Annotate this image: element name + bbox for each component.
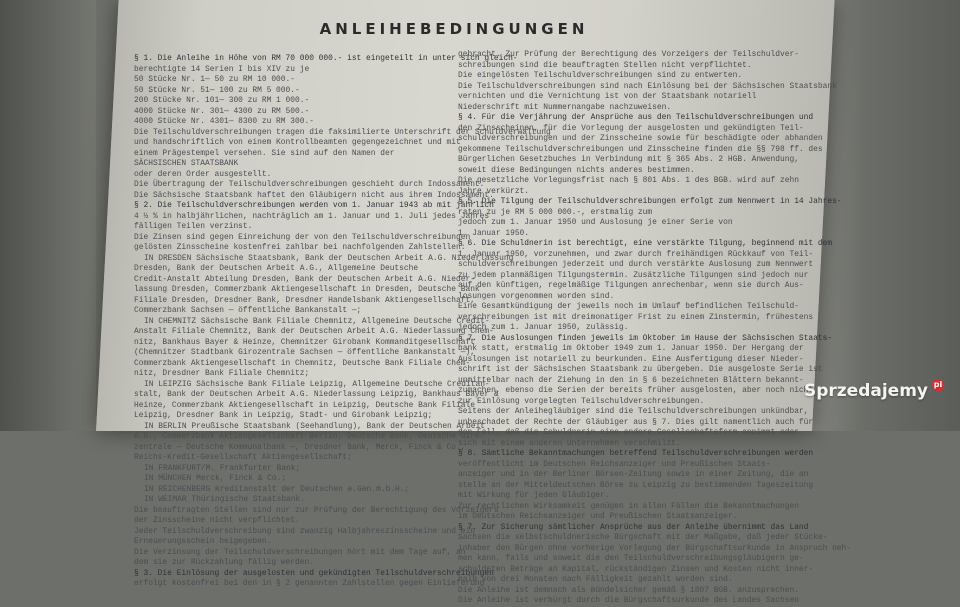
- text-line: IN CHEMNITZ Sächsische Bank Filiale Chemnitz, Allgemeine Deutsche Credit-: [144, 316, 490, 326]
- text-line: einem Prägestempel versehen. Sie sind auf den Namen der: [134, 148, 395, 158]
- text-line: § 7. Die Auslosungen finden jeweils im Oktober im Hause der Sächsischen Staats-: [458, 333, 833, 343]
- text-line: A.G., Commerzbank Aktiengesellschaft Berlin, Deutsche Bank, Deutsche Giro-: [134, 432, 485, 441]
- text-line: Die Teilschuldverschreibungen tragen die faksimilierte Unterschrift der Schuldverwaltung: [134, 127, 551, 137]
- text-line: Commerzbank Sachsen — öffentliche Bankanstalt —;: [134, 306, 362, 315]
- text-line: § 8. Sämtliche Bekanntmachungen betreffend Teilschuldverschreibungen werden: [458, 449, 814, 458]
- text-line: § 5. Die Tilgung der Teilschuldverschreibungen erfolgt zum Nennwert in 14 Jahres-: [458, 197, 842, 206]
- text-line: schrift ist der Sächsischen Staatsbank zu übergeben. Die ausgeloste Serie ist: [458, 365, 823, 374]
- text-line: verschreibungen ist mit dreimonatiger Frist zu einem Zinstermin, frühestens: [458, 312, 814, 322]
- text-line: dem sie zur Rückzahlung fällig werden.: [134, 558, 314, 567]
- text-line: 4000 Stücke Nr. 4301— 8300 zu RM 300.-: [134, 117, 314, 126]
- right-column: [458, 50, 852, 605]
- text-line: lassung Dresden, Commerzbank Aktiengesellschaft in Dresden, Deutsche Bank: [134, 285, 480, 294]
- text-line: Filiale Dresden, Dresdner Bank, Dresdner Handelsbank Aktiengesellschaft,: [134, 295, 475, 305]
- text-line: 1. Januar 1950.: [458, 228, 530, 238]
- text-line: gebracht. Zur Prüfung der Berechtigung des Vorzeigers der Teilschuldver-: [458, 50, 799, 59]
- text-line: Seitens der Anleihegläubiger sind die Teilschuldverschreibungen unkündbar,: [458, 407, 809, 416]
- text-line: halb von drei Monaten nach Fälligkeit gezahlt worden sind.: [458, 575, 733, 584]
- text-line: § 7. Zur Sicherung sämtlicher Ansprüche aus der Anleihe übernimmt das Land: [458, 522, 809, 532]
- text-line: zentrale — Deutsche Kommunalbank —, Dresdner Bank, Merck, Finck & Co.,: [134, 442, 466, 452]
- text-line: unmittelbar nach der Ziehung in den in § 6 bezeichneten Blättern bekannt-: [458, 375, 804, 385]
- text-line: SÄCHSISCHEN STAATSBANK: [134, 159, 239, 168]
- text-line: den Fall, daß die Schuldnerin eine andere Gesellschaftsform annimmt oder: [458, 428, 799, 437]
- text-line: Reichs-Kredit-Gesellschaft Aktiengesellschaft;: [134, 453, 352, 462]
- text-line: Sachsen die selbstschuldnerische Bürgschaft mit der Maßgabe, daß jeder Stücke-: [458, 533, 828, 542]
- text-line: § 1. Die Anleihe in Höhe von RM 70 000 000.- ist eingeteilt in unter sich gleich-: [134, 54, 518, 63]
- text-line: Die Verzinsung der Teilschuldverschreibungen hört mit dem Tage auf, an: [134, 547, 466, 557]
- text-line: Die Sächsische Staatsbank haftet den Gläubigern nicht aus ihrem Indossament.: [134, 190, 494, 200]
- text-line: vernichten und die Vernichtung ist von der Staatsbank notariell: [458, 92, 757, 101]
- text-line: inhaber den Bürgen ohne vorherige Vorlegung der Bürgschaftsurkunde in Anspruch neh-: [458, 543, 852, 553]
- watermark-logo: [804, 379, 944, 403]
- text-line: gekommene Teilschuldverschreibungen und Zinsscheine finden die §§ 798 ff. des: [458, 144, 823, 154]
- watermark-badge: pl: [933, 380, 943, 389]
- text-line: sich mit einem anderen Unternehmen verschmilzt.: [458, 438, 681, 448]
- text-line: und handschriftlich von einem Kontrollbeamten gegengezeichnet und mit: [134, 138, 461, 147]
- text-line: im Deutschen Reichsanzeiger und Preußischen Staatsanzeiger.: [458, 512, 738, 521]
- text-line: IN DRESDEN Sächsische Staatsbank, Bank der Deutschen Arbeit A.G. Niederlassung: [144, 253, 514, 263]
- text-line: nitz, Bankhaus Bayer & Heinze, Chemnitzer Girobank Kommanditgesellschaft: [134, 337, 475, 347]
- text-line: § 4. Für die Verjährung der Ansprüche aus den Teilschuldverschreibungen und: [458, 113, 814, 122]
- text-line: § 3. Die Einlösung der ausgelosten und gekündigten Teilschuldverschreibungen: [134, 568, 494, 578]
- text-line: schuldverschreibungen und der Zinsscheine sowie für beschädigte oder abhanden: [458, 134, 823, 143]
- text-line: schreibungen sind die beauftragten Stellen nicht verpflichtet.: [458, 60, 752, 70]
- text-line: Die Zinsen sind gegen Einreichung der von den Teilschuldverschreibungen: [134, 232, 471, 242]
- text-line: auf den künftigen, regelmäßige Tilgungen anrechenbar, wenn sie durch Aus-: [458, 281, 804, 290]
- text-line: fälligen Teilen verzinst.: [134, 222, 253, 231]
- text-line: Heinze, Commerzbank Aktiengesellschaft in Leipzig, Deutsche Bank Filiale: [134, 400, 475, 410]
- text-line: der Zinsscheine nicht verpflichtet.: [134, 516, 300, 525]
- text-line: gelösten Zinsscheine kostenfrei zahlbar bei nachfolgenden Zahlstellen:: [134, 243, 466, 252]
- text-line: mit Wirkung für jeden Gläubiger.: [458, 491, 610, 500]
- text-line: Erneuerungsschein beigegeben.: [134, 537, 272, 546]
- text-line: Die Teilschuldverschreibungen sind nach Einlösung bei der Sächsischen Staatsbank: [458, 81, 837, 91]
- text-line: bank statt, erstmalig im Oktober 1949 zum 1. Januar 1950. Der Hergang der: [458, 344, 804, 353]
- document-sheet: [96, 0, 852, 605]
- text-line: men kann, falls und soweit die den Teilschuldverschreibungsgläubigern ge-: [458, 554, 804, 563]
- text-line: schuldeten Beträge an Kapital, rückständigen Zinsen und Kosten nicht inner-: [458, 564, 814, 574]
- text-line: berechtigte 14 Serien I bis XIV zu je: [134, 64, 310, 74]
- text-line: Die gesetzliche Vorlegungsfrist nach § 801 Abs. 1 des BGB. wird auf zehn: [458, 176, 799, 185]
- text-line: oder deren Order ausgestellt.: [134, 169, 272, 179]
- text-line: § 2. Die Teilschuldverschreibungen werden vom 1. Januar 1943 ab mit jährlich: [134, 201, 494, 210]
- text-line: IN WEIMAR Thüringische Staatsbank.: [144, 495, 305, 504]
- text-line: Bürgerlichen Gesetzbuches in Verbindung mit § 365 Abs. 2 HGB. Anwendung,: [458, 155, 799, 164]
- text-line: den Zinsscheinen, für die Vorlegung der ausgelosten und gekündigten Teil-: [458, 123, 804, 133]
- text-line: Zur rechtlichen Wirksamkeit genügen in allen Fällen die Bekanntmachungen: [458, 501, 799, 511]
- document-content: [96, 0, 852, 605]
- text-line: Dresden, Bank der Deutschen Arbeit A.G., Allgemeine Deutsche: [134, 264, 419, 273]
- text-line: veröffentlicht im Deutschen Reichsanzeiger und Preußischen Staats-: [458, 459, 771, 469]
- text-line: anzeiger und in der Berliner Börsen-Zeitung sowie in einer Zeitung, die an: [458, 470, 809, 479]
- text-line: IN FRANKFURT/M. Frankfurter Bank;: [144, 463, 301, 473]
- text-line: Die eingelösten Teilschuldverschreibungen sind zu entwerten.: [458, 71, 743, 80]
- background-left: [0, 0, 96, 431]
- text-line: IN BERLIN Preußische Staatsbank (Seehandlung), Bank der Deutschen Arbeit: [144, 421, 485, 431]
- text-line: schuldverschreibungen jederzeit und durch verstärkte Auslosung zum Nennwert: [458, 260, 814, 269]
- text-line: zumachen, ebenso die Serien der bereits früher ausgelosten, aber noch nicht: [458, 386, 814, 395]
- text-line: IN LEIPZIG Sächsische Bank Filiale Leipzig, Allgemeine Deutsche Creditan-: [144, 379, 490, 389]
- text-line: Die Übertragung der Teilschuldverschreibungen geschieht durch Indossament.: [134, 180, 485, 189]
- text-line: jedoch zum 1. Januar 1950, zulässig.: [458, 323, 629, 332]
- text-line: 50 Stücke Nr. 51— 100 zu RM 5 000.-: [134, 85, 300, 95]
- text-line: losungen vorgenommen worden sind.: [458, 291, 615, 301]
- text-line: IN MÜNCHEN Merck, Finck & Co.;: [144, 474, 287, 483]
- text-line: Jeder Teilschuldverschreibung sind zwanzig Halbjahreszinsscheine und ein: [134, 526, 475, 536]
- text-line: Die Anleihe ist verbürgt durch die Bürgschaftsurkunde des Landes Sachsen: [458, 596, 799, 605]
- text-line: Die Anleihe ist demnach als mündelsicher gemäß § 1807 BGB. anzusprechen.: [458, 585, 799, 595]
- text-line: IN REICHENBERG Kreditanstalt der Deutschen e.Gen.m.b.H.;: [144, 484, 410, 494]
- text-line: stelle an der Mitteldeutschen Börse zu Leipzig zu bestimmenden Tageszeitung: [458, 480, 814, 490]
- text-line: Jahre verkürzt.: [458, 186, 530, 196]
- text-line: § 6. Die Schuldnerin ist berechtigt, eine verstärkte Tilgung, beginnend mit dem: [458, 239, 833, 248]
- text-line: Niederschrift mit Nummernangabe nachzuweisen.: [458, 102, 672, 112]
- text-line: jedoch zum 1. Januar 1950 und Auslosung je einer Serie von: [458, 218, 733, 227]
- text-line: Eine Gesamtkündigung der jeweils noch im Umlauf befindlichen Teilschuld-: [458, 302, 799, 311]
- text-line: nitz, Dresdner Bank Filiale Chemnitz;: [134, 369, 310, 378]
- text-line: 4 ½ % in halbjährlichen, nachträglich am 1. Januar und 1. Juli jedes Jahres: [134, 211, 490, 221]
- text-line: unbeschadet der Rechte der Gläubiger aus § 7. Dies gilt namentlich auch für: [458, 417, 814, 427]
- text-line: 4000 Stücke Nr. 301— 4300 zu RM 500.-: [134, 106, 310, 116]
- text-line: raten zu je RM 5 000 000.-, erstmalig zum: [458, 207, 653, 217]
- text-line: Anstalt Filiale Chemnitz, Bank der Deutschen Arbeit A.G. Niederlassung Chem-: [134, 327, 494, 336]
- text-line: (Chemnitzer Stadtbank Girozentrale Sachsen — öffentliche Bankanstalt —),: [134, 348, 475, 357]
- text-line: Credit-Anstalt Abteilung Dresden, Bank der Deutschen Arbeit A.G. Nieder-: [134, 274, 475, 284]
- text-line: Auslosungen ist notariell zu beurkunden. Eine Ausfertigung dieser Nieder-: [458, 354, 804, 364]
- text-line: 1. Januar 1950, vorzunehmen, und zwar durch freihändigen Rückkauf von Teil-: [458, 249, 814, 259]
- text-line: 50 Stücke Nr. 1— 50 zu RM 10 000.-: [134, 75, 295, 84]
- text-line: zu jedem planmäßigen Tilgungstermin. Zusätzliche Tilgungen sind jedoch nur: [458, 270, 809, 280]
- text-line: erfolgt kostenfrei bei den in § 2 genannten Zahlstellen gegen Einlieferung: [134, 579, 485, 588]
- text-line: 200 Stücke Nr. 101— 300 zu RM 1 000.-: [134, 96, 310, 105]
- text-line: soweit diese Bedingungen nichts anderes bestimmen.: [458, 165, 695, 175]
- text-line: Die beauftragten Stellen sind nur zur Prüfung der Berechtigung des Vorzeigers: [134, 505, 499, 515]
- text-line: stalt, Bank der Deutschen Arbeit A.G. Niederlassung Leipzig, Bankhaus Bayer &: [134, 390, 499, 399]
- watermark-text: Sprzedajemy: [803, 381, 928, 401]
- document-title: ANLEIHEBEDINGUNGEN: [319, 20, 589, 38]
- text-line: zur Einlösung vorgelegten Teilschuldverschreibungen.: [458, 396, 705, 406]
- text-line: Leipzig, Dresdner Bank in Leipzig, Stadt- und Girobank Leipzig;: [134, 411, 433, 420]
- text-line: Commerzbank Aktiengesellschaft in Chemnitz, Deutsche Bank Filiale Chem-: [134, 358, 471, 368]
